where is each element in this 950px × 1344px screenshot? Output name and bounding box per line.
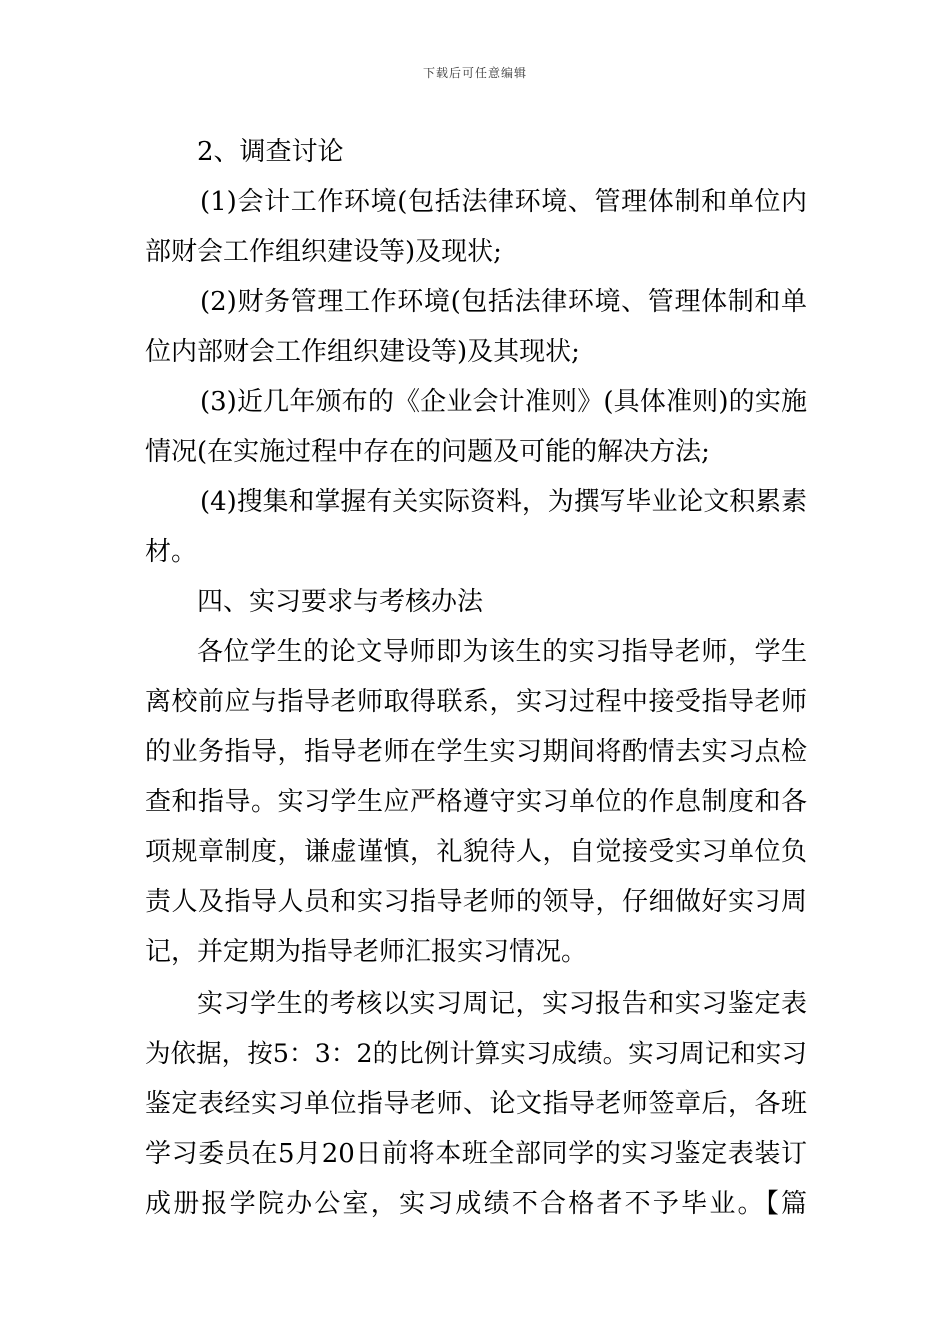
page-header: 下载后可任意编辑 (422, 66, 527, 80)
paragraph-line: (1)会计工作环境(包括法律环境、管理体制和单位内 (200, 187, 807, 217)
paragraph-line: 记，并定期为指导老师汇报实习情况。 (145, 937, 588, 967)
paragraph-line: 学习委员在5月20日前将本班全部同学的实习鉴定表装订 (145, 1139, 807, 1169)
paragraph-line: 部财会工作组织建设等)及现状; (145, 237, 502, 267)
paragraph-line: 材。 (145, 537, 198, 567)
paragraph-line: 查和指导。实习学生应严格遵守实习单位的作息制度和各 (145, 787, 807, 817)
paragraph-line: (2)财务管理工作环境(包括法律环境、管理体制和单 (200, 287, 807, 317)
paragraph-line: 项规章制度，谦虚谨慎，礼貌待人，自觉接受实习单位负 (145, 837, 807, 867)
section-heading: 四、实习要求与考核办法 (197, 587, 484, 617)
paragraph-line: 为依据，按5：3：2的比例计算实习成绩。实习周记和实习 (145, 1039, 807, 1069)
paragraph-line: 实习学生的考核以实习周记，实习报告和实习鉴定表 (197, 989, 807, 1019)
paragraph-line: 责人及指导人员和实习指导老师的领导，仔细做好实习周 (145, 887, 807, 917)
paragraph-line: (3)近几年颁布的《企业会计准则》(具体准则)的实施 (200, 387, 807, 417)
paragraph-line: 成册报学院办公室，实习成绩不合格者不予毕业。【篇 (145, 1189, 807, 1219)
paragraph-line: 位内部财会工作组织建设等)及其现状; (145, 337, 580, 367)
section-heading: 2、调查讨论 (197, 137, 344, 167)
paragraph-line: 鉴定表经实习单位指导老师、论文指导老师签章后，各班 (145, 1089, 807, 1119)
paragraph-line: (4)搜集和掌握有关实际资料，为撰写毕业论文积累素 (200, 487, 807, 517)
paragraph-line: 离校前应与指导老师取得联系，实习过程中接受指导老师 (145, 687, 807, 717)
paragraph-line: 的业务指导，指导老师在学生实习期间将酌情去实习点检 (145, 737, 807, 767)
document-body (145, 127, 807, 1229)
paragraph-line: 情况(在实施过程中存在的问题及可能的解决方法; (145, 437, 710, 467)
paragraph-line: 各位学生的论文导师即为该生的实习指导老师，学生 (197, 637, 807, 667)
